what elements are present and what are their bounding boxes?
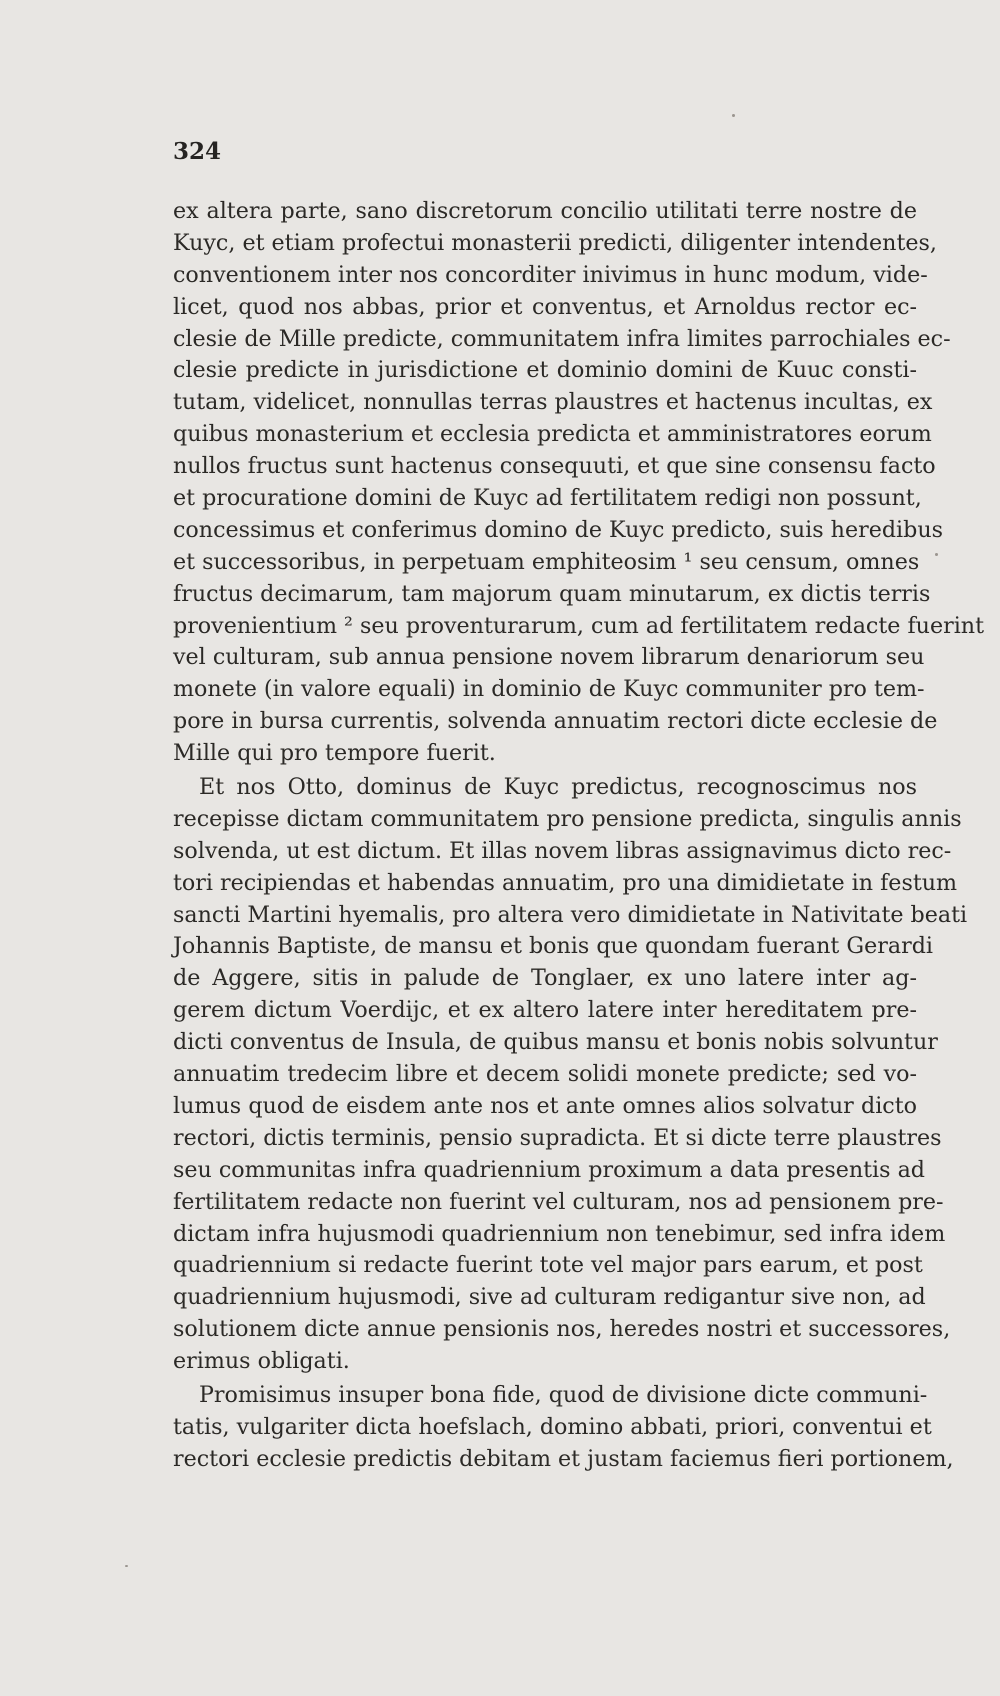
text-line: Et nos Otto, dominus de Kuyc predictus, recognoscimus nos [199,774,917,801]
text-line: vel culturam, sub annua pensione novem librarum denariorum seu [173,644,925,671]
text-line: clesie predicte in jurisdictione et dominio domini de Kuuc consti- [173,357,917,384]
text-line: monete (in valore equali) in dominio de Kuyc communiter pro tem- [173,676,925,703]
page-number: 324 [173,138,222,165]
text-line: recepisse dictam communitatem pro pensione predicta, singulis annis [173,805,962,832]
text-line: Promisimus insuper bona fide, quod de divisione dicte communi- [199,1381,928,1408]
paper-speck [732,114,735,117]
text-line: seu communitas infra quadriennium proximum a data presentis ad [173,1156,926,1183]
text-line: lumus quod de eisdem ante nos et ante omnes alios solvatur dicto [173,1092,917,1119]
body-text [173,196,985,1476]
text-line: de Aggere, sitis in palude de Tonglaer, ex uno latere inter ag- [173,965,917,992]
text-line: licet, quod nos abbas, prior et conventus, et Arnoldus rector ec- [173,293,917,320]
text-line: Mille qui pro tempore fuerit. [173,740,496,767]
paper-speck [125,1565,128,1567]
text-line: pore in bursa currentis, solvenda annuatim rectori dicte ecclesie de [173,708,938,735]
text-line: conventionem inter nos concorditer inivimus in hunc modum, vide- [173,261,928,288]
text-line: rectori ecclesie predictis debitam et justam faciemus fieri portionem, [173,1445,954,1472]
text-line: et successoribus, in perpetuam emphiteosim ¹ seu censum, omnes [173,548,920,575]
text-line: fructus decimarum, tam majorum quam minutarum, ex dictis terris [173,580,931,607]
text-line: provenientium ² seu proventurarum, cum ad fertilitatem redacte fuerint [173,612,985,639]
text-line: nullos fructus sunt hactenus consequuti, et que sine consensu facto [173,453,936,480]
text-line: ex altera parte, sano discretorum concilio utilitati terre nostre de [173,198,917,224]
text-line: tatis, vulgariter dicta hoefslach, domino abbati, priori, conventui et [173,1413,932,1440]
text-line: sancti Martini hyemalis, pro altera vero dimidietate in Nativitate beati [173,901,968,928]
text-line: clesie de Mille predicte, communitatem infra limites parrochiales ec- [173,325,951,352]
text-line: annuatim tredecim libre et decem solidi monete predicte; sed vo- [173,1061,917,1088]
text-line: tutam, videlicet, nonnullas terras plaustres et hactenus incultas, ex [173,389,933,416]
text-line: tori recipiendas et habendas annuatim, pro una dimidietate in festum [173,869,958,896]
text-line: quibus monasterium et ecclesia predicta et amministratores eorum [173,421,932,448]
text-line: quadriennium hujusmodi, sive ad culturam redigantur sive non, ad [173,1284,926,1311]
text-line: solutionem dicte annue pensionis nos, heredes nostri et successores, [173,1316,951,1343]
text-line: quadriennium si redacte fuerint tote vel major pars earum, et post [173,1252,923,1279]
text-line: dicti conventus de Insula, de quibus mansu et bonis nobis solvuntur [173,1029,938,1056]
text-line: dictam infra hujusmodi quadriennium non tenebimur, sed infra idem [173,1220,946,1247]
text-line: et procuratione domini de Kuyc ad fertilitatem redigi non possunt, [173,485,922,512]
text-line: fertilitatem redacte non fuerint vel culturam, nos ad pensionem pre- [173,1188,944,1215]
text-line: Kuyc, et etiam profectui monasterii predicti, diligenter intendentes, [173,229,937,256]
text-line: solvenda, ut est dictum. Et illas novem libras assignavimus dicto rec- [173,837,952,864]
text-line: Johannis Baptiste, de mansu et bonis que quondam fuerant Gerardi [173,933,933,960]
text-line: erimus obligati. [173,1348,350,1375]
text-line: gerem dictum Voerdijc, et ex altero latere inter hereditatem pre- [173,997,917,1024]
text-line: concessimus et conferimus domino de Kuyc predicto, suis heredibus [173,516,944,543]
paper-speck [935,553,938,556]
text-line: rectori, dictis terminis, pensio supradicta. Et si dicte terre plaustres [173,1124,942,1151]
